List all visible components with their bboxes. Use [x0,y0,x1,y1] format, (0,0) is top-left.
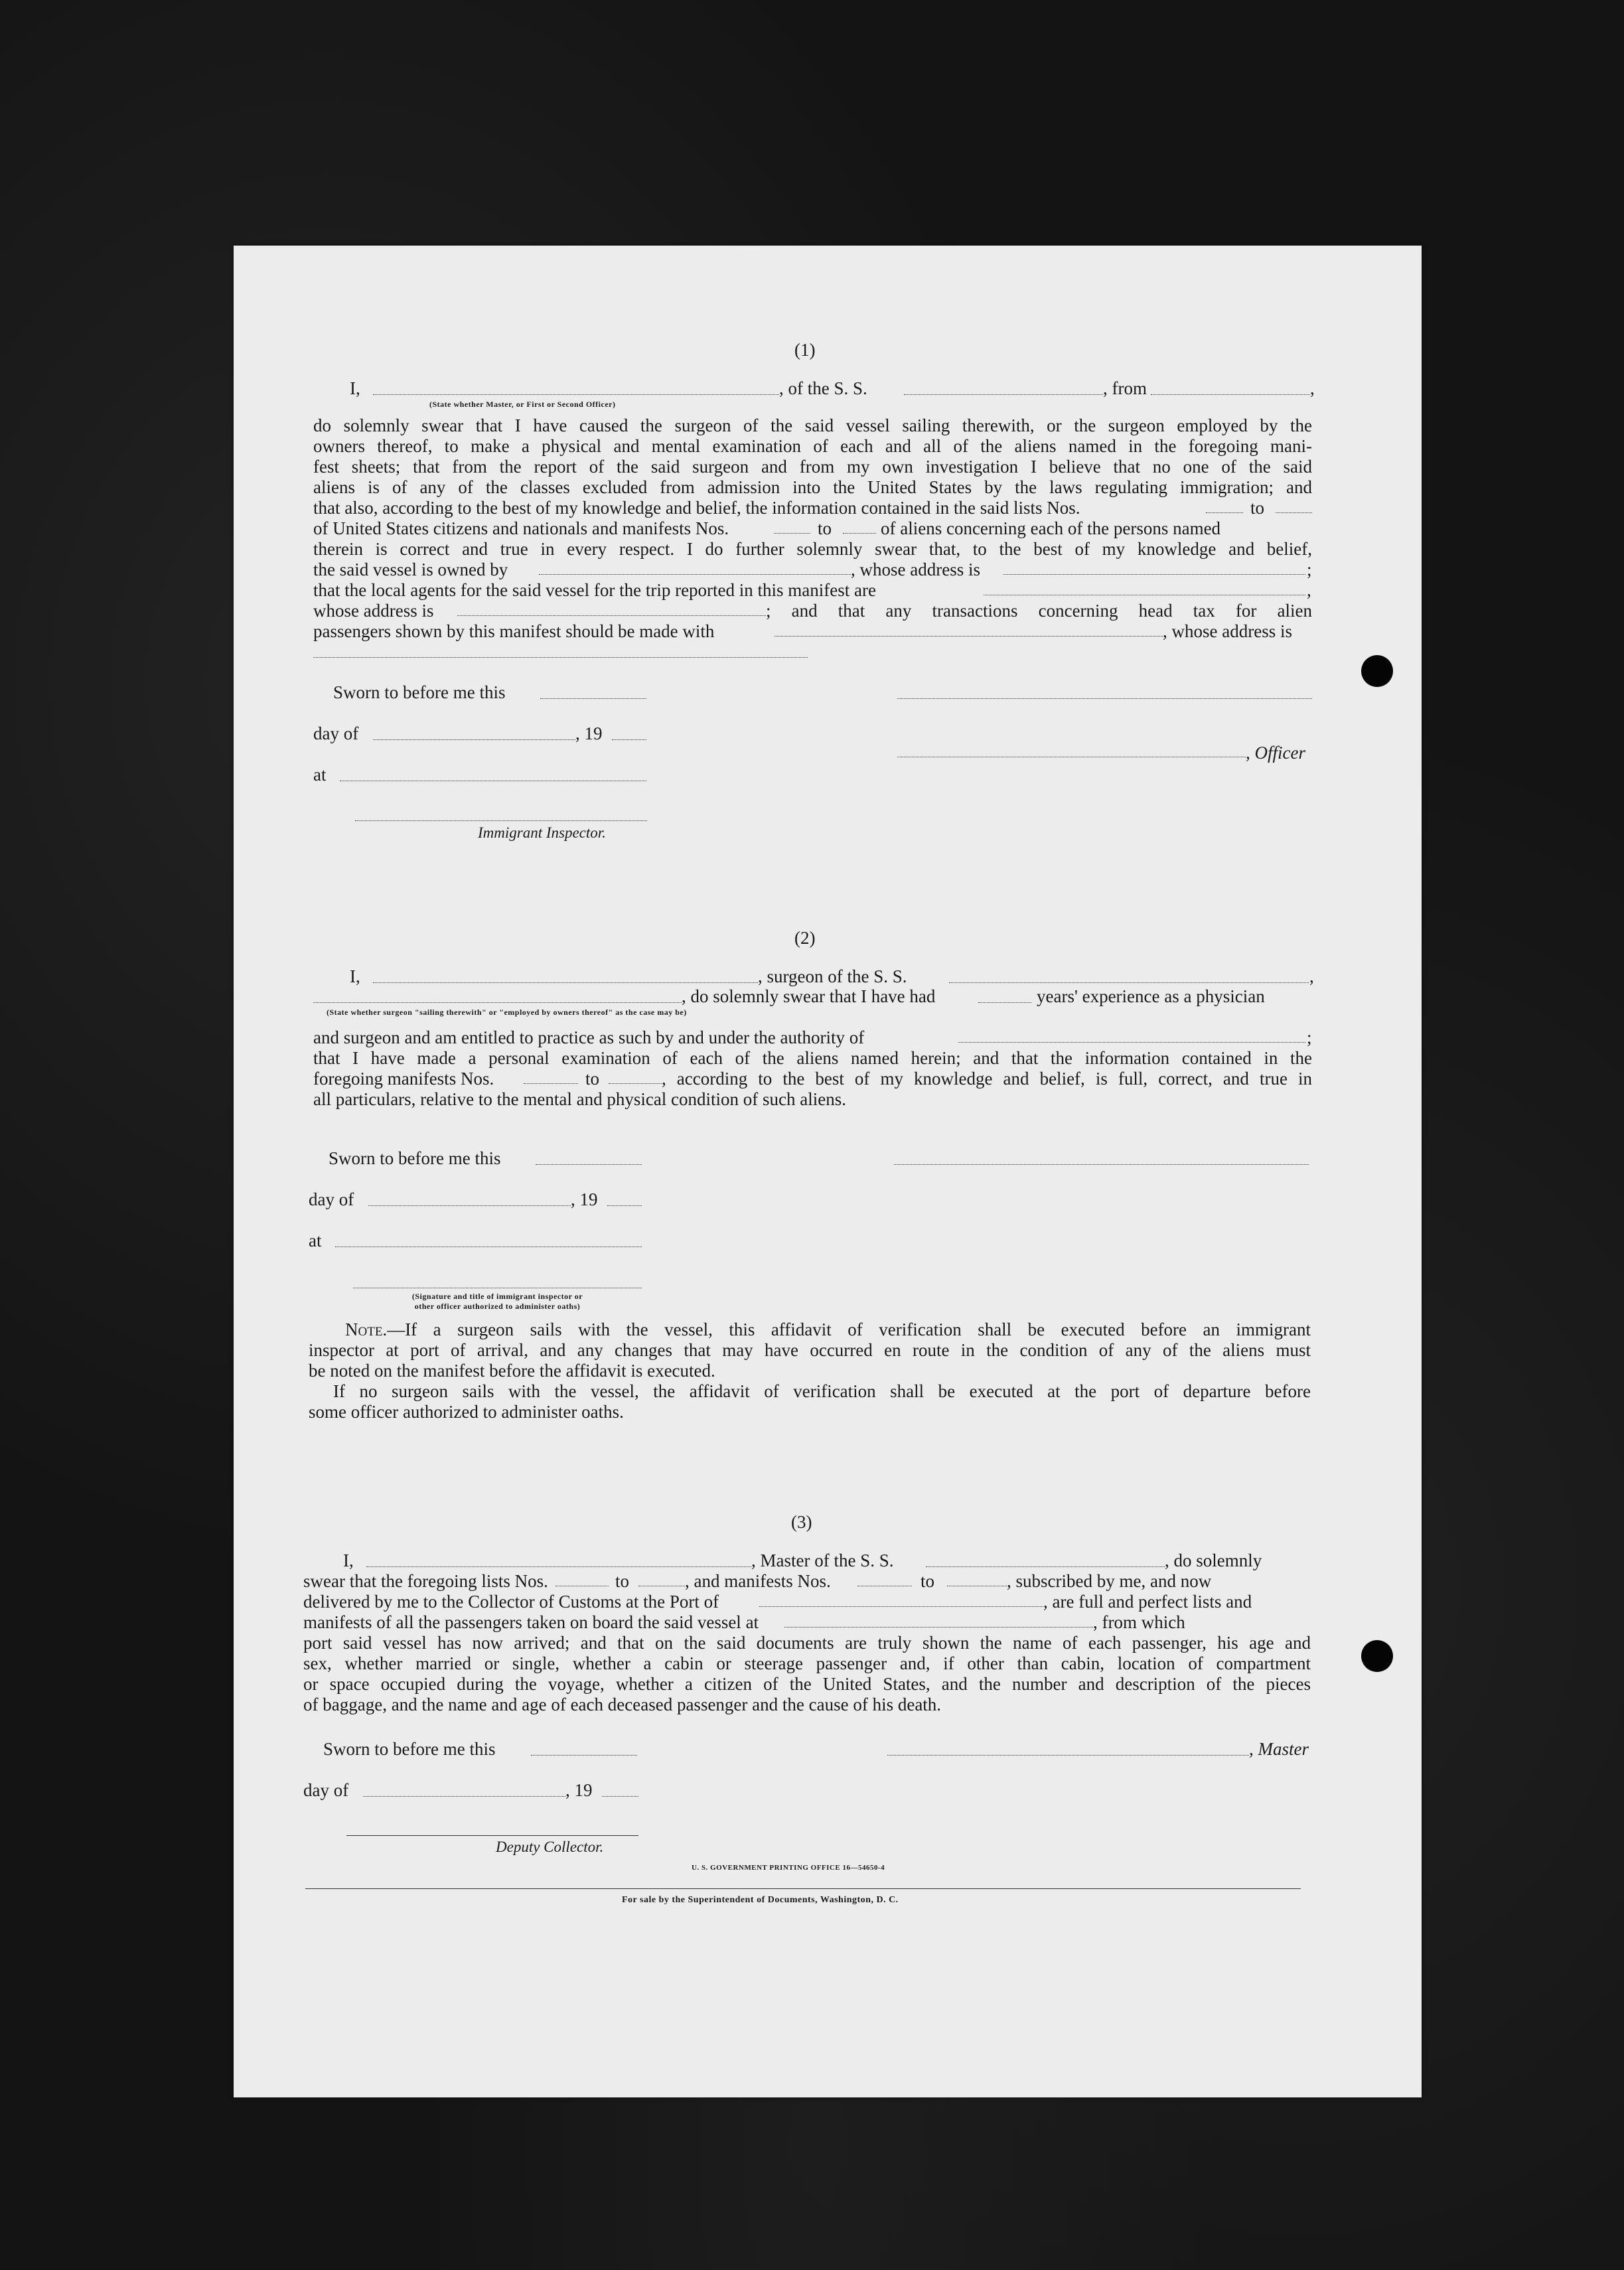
section-3-number: (3) [791,1512,812,1532]
note-label: Note. [345,1320,388,1339]
surgeon-status-blank[interactable] [313,1002,682,1003]
s2-sworn-day-blank[interactable] [536,1164,642,1165]
s3-master-label: , Master [1249,1739,1309,1759]
surgeon-name-blank[interactable] [373,982,758,983]
superintendent-sale-note: For sale by the Superintendent of Documents, Washington, D. C. [622,1895,899,1905]
s3-delivered: delivered by me to the Collector of Customs at the Port of [303,1592,719,1612]
owner-blank[interactable] [539,574,851,575]
of-ss-label: , of the S. S. [779,378,867,398]
note-line-4: If no surgeon sails with the vessel, the affidavit of verification shall be executed at the port of departure before [333,1381,1311,1401]
printing-office-imprint: U. S. GOVERNMENT PRINTING OFFICE 16—54650-4 [692,1864,885,1872]
s1-line-1: owners thereof, to make a physical and mental examination of each and all of the aliens named in the foregoing mani- [313,436,1312,456]
s1-officer-signature-blank[interactable] [897,698,1312,699]
s2-sig-note-2: other officer authorized to administer oaths) [414,1302,581,1311]
s2-manifest-to-blank[interactable] [609,1083,662,1084]
s1-line-8: that the local agents for the said vessel for the trip reported in this manifest are [313,580,876,600]
trailing-comma: , [1310,378,1315,398]
s2-ship-blank[interactable] [949,982,1309,983]
s3-subscribed: , subscribed by me, and now [1007,1571,1212,1591]
s3-from-which: , from which [1093,1612,1185,1632]
s2-line-3a: foregoing manifests Nos. [313,1069,494,1089]
officer-name-blank[interactable] [373,394,779,395]
s3-manifests-to: to [921,1571,935,1591]
section-1-i-label: I, [350,378,360,398]
note-text-1: —If a surgeon sails with the vessel, this affidavit of verification shall be executed before an immigrant [387,1320,1311,1339]
s2-line-3c: , according to the best of my knowledge and belief, is full, correct, and true in [662,1069,1312,1089]
s3-line-6: or space occupied during the voyage, whether a citizen of the United States, and the number and description of the pieces [303,1674,1311,1694]
s1-line-3: aliens is of any of the classes excluded from admission into the United States by the laws regulating immigration; and [313,477,1312,497]
s2-day-of-label: day of [309,1189,354,1209]
s1-line-4: that also, according to the best of my knowledge and belief, the information contained in the said lists Nos. [313,498,1080,518]
s1-month-blank[interactable] [373,739,575,740]
s3-ship-blank[interactable] [926,1566,1165,1567]
manifests-from-blank[interactable] [774,533,810,534]
head-tax-agent-blank[interactable] [775,636,1163,637]
head-tax-address-label: , whose address is [1163,621,1292,641]
agents-address-blank[interactable] [457,615,766,616]
lists-from-blank[interactable] [1206,512,1243,513]
of-aliens-label: of aliens concerning each of the persons named [881,518,1221,538]
head-tax-address-blank[interactable] [313,657,808,658]
s1-inspector-label: Immigrant Inspector. [478,824,606,841]
s2-manifest-from-blank[interactable] [524,1083,578,1084]
lists-to-label: to [1250,498,1265,518]
note-line-5: some officer authorized to administer oaths. [309,1402,624,1422]
manifests-to-label: to [818,518,832,538]
years-experience-label: years' experience as a physician [1037,986,1265,1006]
s1-line-2: fest sheets; that from the report of the said surgeon and from my own investigation I believe that no one of the said [313,457,1312,477]
s2-surgeon-signature-blank[interactable] [894,1164,1309,1165]
ship-name-blank[interactable] [904,394,1103,395]
master-of-label: , Master of the S. S. [751,1551,894,1570]
punch-hole-top [1361,655,1393,687]
s3-month-blank[interactable] [363,1796,565,1797]
s1-sworn-day-blank[interactable] [540,698,646,699]
s3-line-4: port said vessel has now arrived; and that on the said documents are truly shown the name of each passenger, his age and [303,1633,1311,1653]
s1-year-blank[interactable] [612,739,646,740]
s3-line-7: of baggage, and the name and age of each deceased passenger and the cause of his death. [303,1695,942,1714]
s1-sworn-label: Sworn to before me this [333,682,506,702]
s3-sworn-label: Sworn to before me this [323,1739,496,1759]
from-label: , from [1103,378,1147,398]
owner-semicolon: ; [1307,560,1312,579]
footer-rule [305,1888,1301,1889]
surgeon-of-label: , surgeon of the S. S. [758,966,907,986]
s2-sworn-label: Sworn to before me this [329,1148,501,1168]
s2-at-label: at [309,1231,322,1250]
section-2-number: (2) [794,928,816,948]
s1-line-6: therein is correct and true in every respect. I do further solemnly swear that, to the best of my knowledge and belief, [313,539,1312,559]
s2-year-label: , 19 [571,1189,598,1209]
authority-blank[interactable] [958,1042,1305,1043]
s3-year-blank[interactable] [602,1796,638,1797]
s3-deputy-signature-line[interactable] [346,1835,638,1836]
do-solemnly-label: , do solemnly swear that I have had [682,986,936,1006]
s3-day-of-label: day of [303,1780,349,1800]
head-tax-text: ; and that any transactions concerning head tax for alien [766,601,1312,621]
manifests-to-blank[interactable] [843,533,876,534]
owner-address-blank[interactable] [1003,574,1305,575]
years-blank[interactable] [978,1002,1031,1003]
note-line-2: inspector at port of arrival, and any changes that may have occurred en route in the condition of any of the aliens must [309,1340,1311,1360]
s1-line-9: whose address is [313,601,434,621]
section-1-number: (1) [794,340,816,360]
form-page [234,246,1422,2097]
s2-sig-note-1: (Signature and title of immigrant inspector or [411,1292,583,1301]
note-line-1 [345,1320,1311,1339]
from-port-blank[interactable] [1151,394,1310,395]
s3-line-5: sex, whether married or single, whether a cabin or steerage passenger and, if other than cabin, location of compartment [303,1653,1311,1673]
s2-year-blank[interactable] [607,1205,642,1206]
s3-sworn-day-blank[interactable] [531,1755,637,1756]
s3-master-signature-blank[interactable] [887,1755,1249,1756]
s3-deputy-label: Deputy Collector. [496,1839,604,1855]
section-3-i-label: I, [343,1551,354,1570]
s1-line-7: the said vessel is owned by [313,560,508,579]
s1-officer-label: , Officer [1246,743,1305,763]
s3-swear-lists: swear that the foregoing lists Nos. [303,1571,548,1591]
s3-do-solemnly: , do solemnly [1165,1551,1262,1570]
section-2-i-label: I, [350,966,360,986]
s1-year-label: , 19 [575,723,603,743]
lists-to-blank[interactable] [1276,512,1312,513]
s2-line-3b: to [585,1069,600,1089]
owner-address-label: , whose address is [851,560,980,579]
s1-line-10: passengers shown by this manifest should be made with [313,621,715,641]
s2-line-2: that I have made a personal examination of each of the aliens named herein; and that the information contained in the [313,1048,1312,1068]
s3-and-manifests: , and manifests Nos. [685,1571,831,1591]
punch-hole-bottom [1361,1640,1393,1672]
s1-line-5: of United States citizens and nationals and manifests Nos. [313,518,729,538]
s1-at-label: at [313,765,327,785]
s2-ship-comma: , [1309,966,1314,986]
s3-year-label: , 19 [565,1780,593,1800]
authority-semicolon: ; [1307,1027,1312,1047]
s1-line-0: do solemnly swear that I have caused the surgeon of the said vessel sailing therewith, or the surgeon employed by the [313,416,1312,435]
s2-month-blank[interactable] [368,1205,571,1206]
s3-are-full: , are full and perfect lists and [1043,1592,1252,1612]
s3-manifests-of: manifests of all the passengers taken on board the said vessel at [303,1612,759,1632]
agents-comma: , [1307,580,1311,600]
s1-day-of-label: day of [313,723,359,743]
s3-lists-to: to [615,1571,630,1591]
s3-port-blank[interactable] [759,1606,1043,1607]
s1-inspector-signature-blank[interactable] [355,820,647,821]
s2-line-1: and surgeon and am entitled to practice as such by and under the authority of [313,1027,865,1047]
surgeon-status-note: (State whether surgeon "sailing therewith" or "employed by owners thereof" as the case may be) [327,1008,687,1017]
master-name-blank[interactable] [366,1566,751,1567]
note-line-3: be noted on the manifest before the affidavit is executed. [309,1361,715,1381]
officer-note: (State whether Master, or First or Second Officer) [429,400,616,409]
s2-line-4: all particulars, relative to the mental and physical condition of such aliens. [313,1089,846,1109]
